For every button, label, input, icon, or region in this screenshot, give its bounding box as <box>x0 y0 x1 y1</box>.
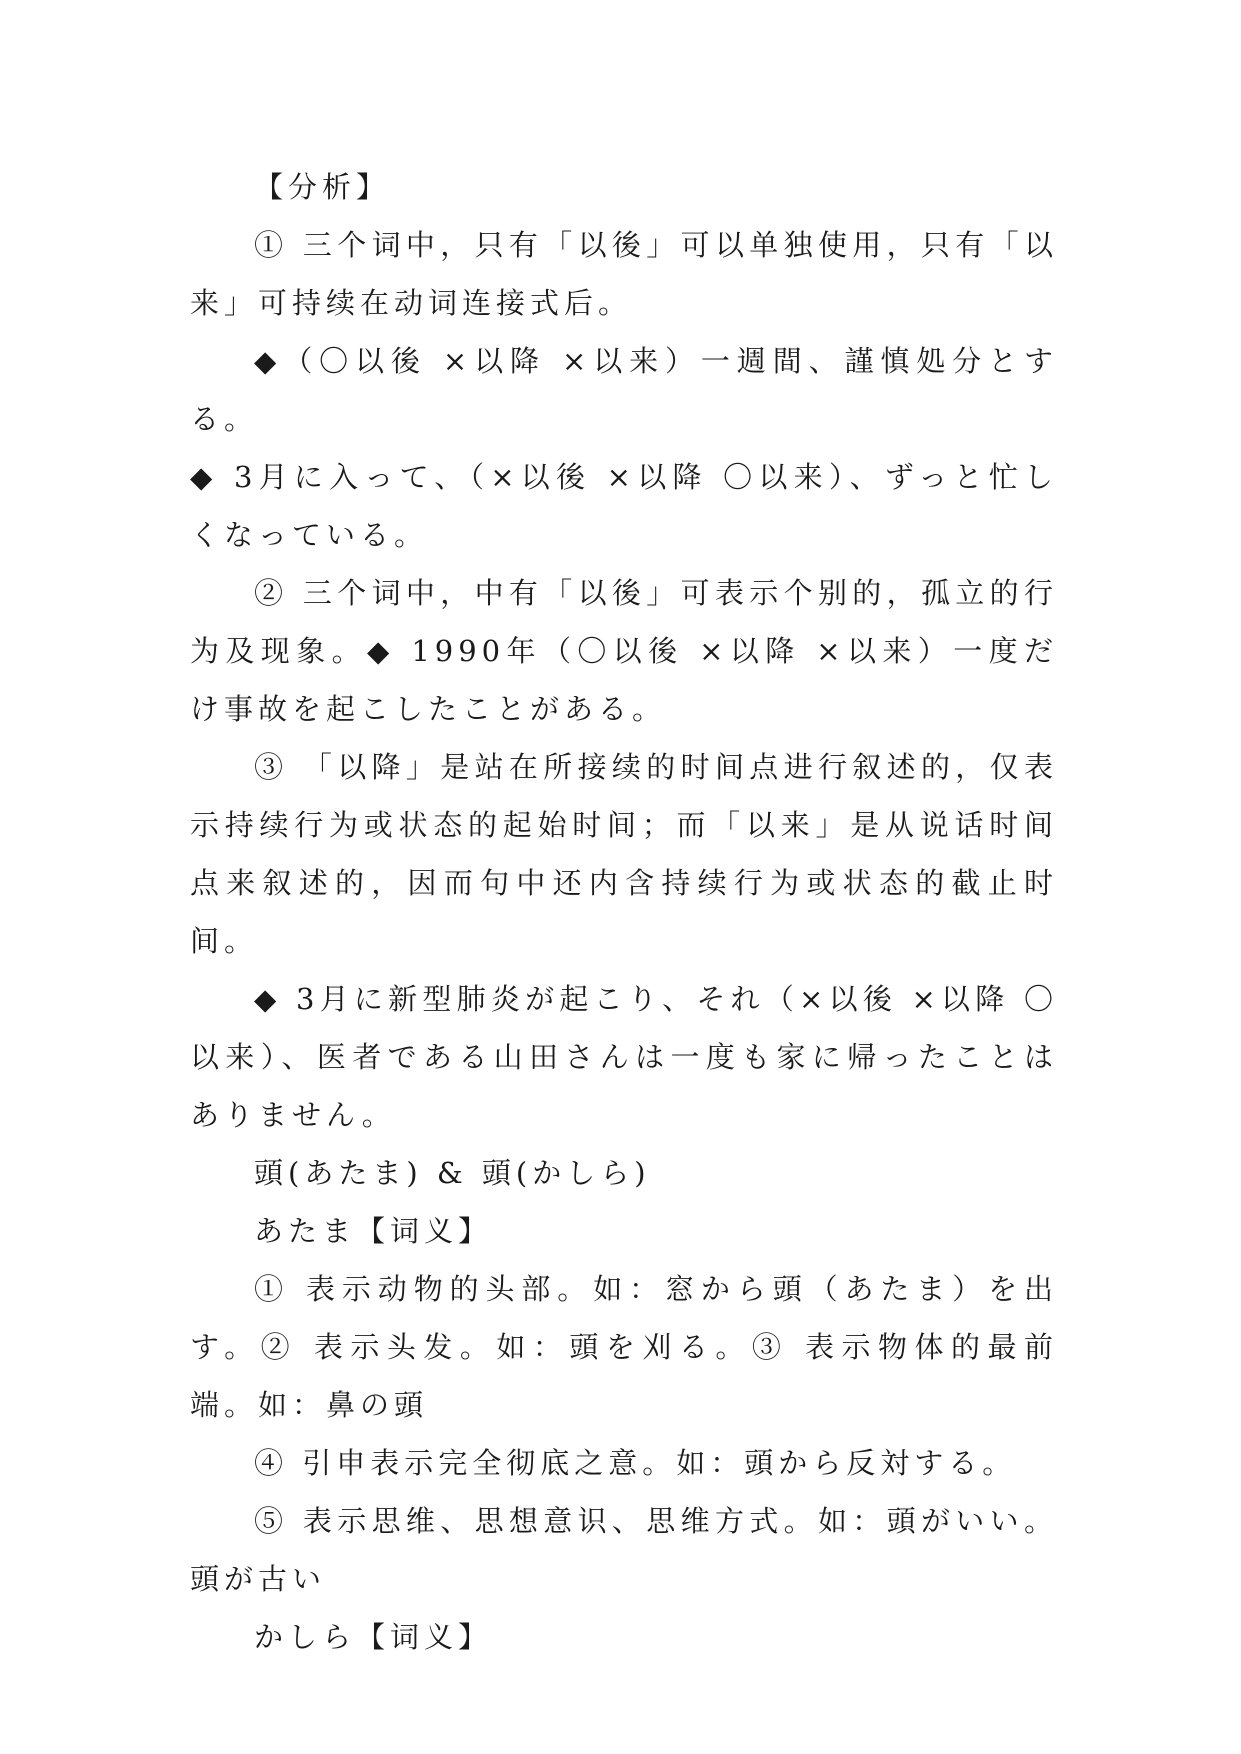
analysis-point-1: ① 三个词中，只有「以後」可以单独使用，只有「以来」可持续在动词连接式后。 <box>190 228 1058 320</box>
example-sentence-3: ◆ 3月に新型肺炎が起こり、それ（×以後 ×以降 〇以来）、医者である山田さんは一度も家に帰ったことはありません。 <box>190 982 1058 1132</box>
example-sentence-1: ◆（〇以後 ×以降 ×以来）一週間、謹慎処分とする。 <box>190 344 1058 436</box>
atama-meaning-5: ⑤ 表示思维、思想意识、思维方式。如：頭がいい。頭が古い <box>190 1504 1058 1596</box>
analysis-point-3: ③ 「以降」是站在所接续的时间点进行叙述的，仅表示持续行为或状态的起始时间；而「以来」是从说话时间点来叙述的，因而句中还内含持续行为或状态的截止时间。 <box>190 750 1058 958</box>
vocab-heading-atama-kashira: 頭(あたま) & 頭(かしら) <box>254 1156 651 1190</box>
analysis-point-2: ② 三个词中，中有「以後」可表示个别的，孤立的行为及现象。◆ 1990年（〇以後 ×以降 ×以来）一度だけ事故を起こしたことがある。 <box>190 576 1058 726</box>
atama-meaning-heading: あたま【词义】 <box>254 1214 493 1248</box>
atama-meaning-4: ④ 引申表示完全彻底之意。如：頭から反対する。 <box>254 1446 1017 1480</box>
kashira-meaning-heading: かしら【词义】 <box>254 1620 493 1654</box>
example-sentence-2: ◆ 3月に入って、（×以後 ×以降 〇以来）、ずっと忙しくなっている。 <box>190 460 1058 552</box>
section-heading-analysis: 【分析】 <box>254 170 391 204</box>
atama-meanings-1-3: ① 表示动物的头部。如：窓から頭（あたま）を出す。② 表示头发。如：頭を刈る。③ 表示物体的最前端。如：鼻の頭 <box>190 1272 1058 1422</box>
document-body <box>190 158 1058 1666</box>
